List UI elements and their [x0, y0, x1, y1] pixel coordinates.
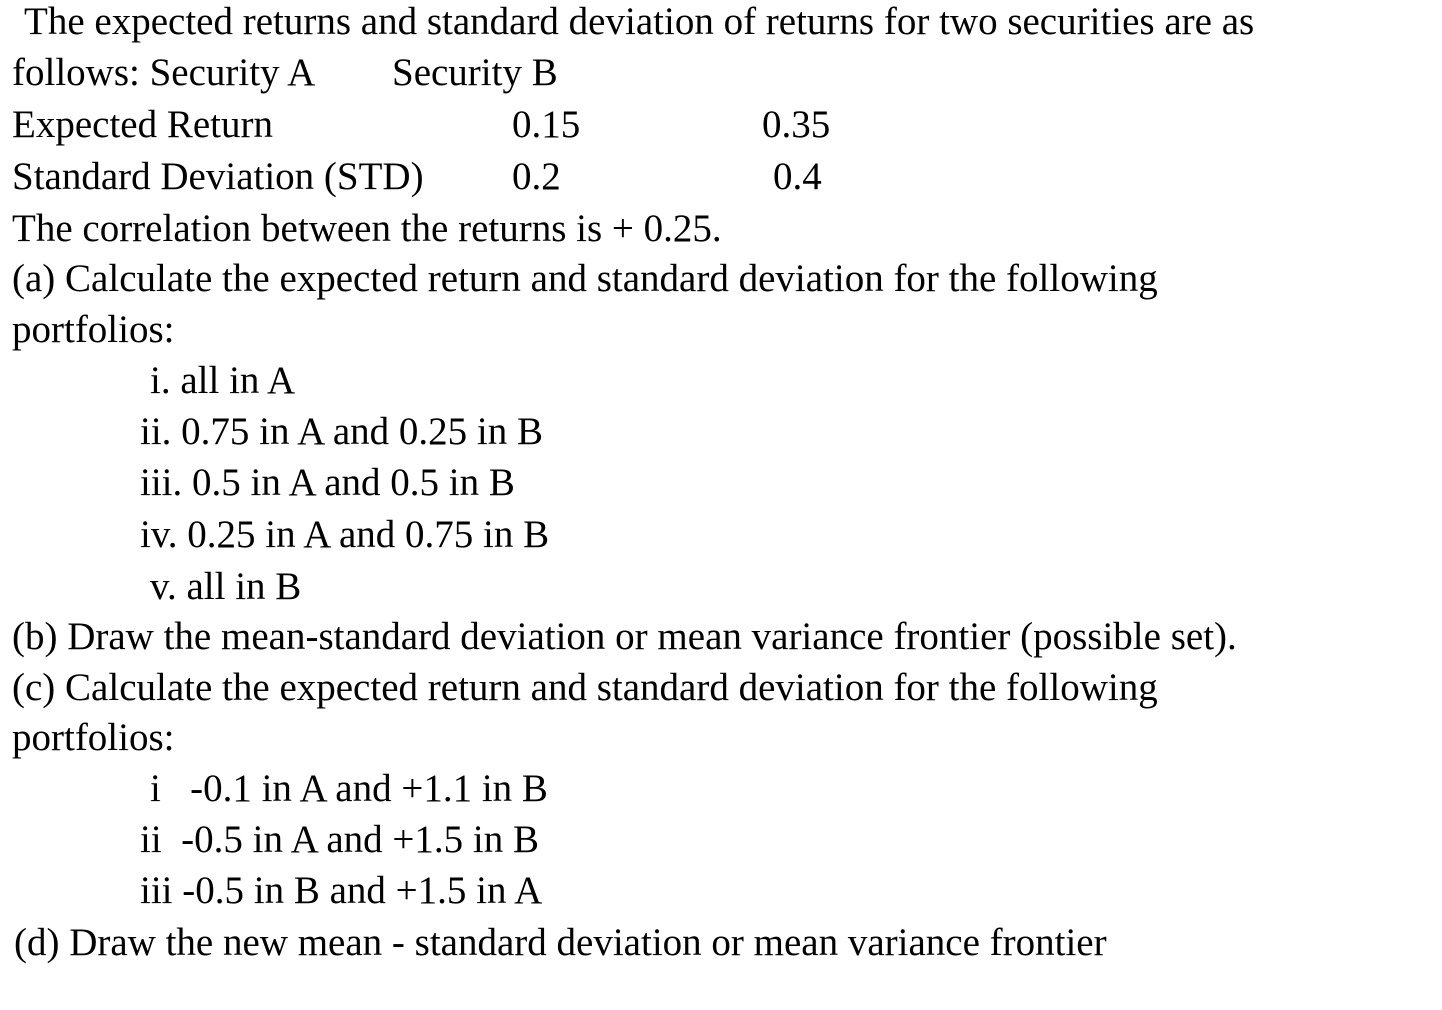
part-c-line-2: portfolios:: [12, 716, 175, 759]
std-b: 0.4: [773, 155, 822, 198]
part-a-item-4: iv. 0.25 in A and 0.75 in B: [140, 513, 550, 556]
intro-line-2: follows: Security A: [12, 51, 316, 94]
security-b-header: Security B: [392, 51, 558, 94]
part-c-item-1: i -0.1 in A and +1.1 in B: [150, 767, 548, 810]
part-c-line-1: (c) Calculate the expected return and standard deviation for the following: [12, 666, 1158, 709]
part-c-item-2: ii -0.5 in A and +1.5 in B: [140, 818, 540, 861]
correlation-text: The correlation between the returns is + 0.25.: [12, 207, 722, 250]
part-c-item-3: iii -0.5 in B and +1.5 in A: [140, 869, 543, 912]
std-a: 0.2: [512, 155, 561, 198]
part-a-item-5: v. all in B: [150, 565, 302, 608]
expected-return-b: 0.35: [762, 103, 831, 146]
part-b-text: (b) Draw the mean-standard deviation or mean variance frontier (possible set).: [12, 615, 1237, 658]
part-a-item-2: ii. 0.75 in A and 0.25 in B: [140, 410, 544, 453]
part-a-item-1: i. all in A: [150, 359, 296, 402]
part-a-item-3: iii. 0.5 in A and 0.5 in B: [140, 461, 515, 504]
std-label: Standard Deviation (STD): [12, 155, 424, 198]
expected-return-label: Expected Return: [12, 103, 273, 146]
part-a-line-2: portfolios:: [12, 308, 175, 351]
part-d-text: (d) Draw the new mean - standard deviation or mean variance frontier: [14, 921, 1107, 964]
intro-line-1: The expected returns and standard deviation of returns for two securities are as: [24, 0, 1255, 43]
part-a-line-1: (a) Calculate the expected return and standard deviation for the following: [12, 257, 1158, 300]
expected-return-a: 0.15: [512, 103, 581, 146]
